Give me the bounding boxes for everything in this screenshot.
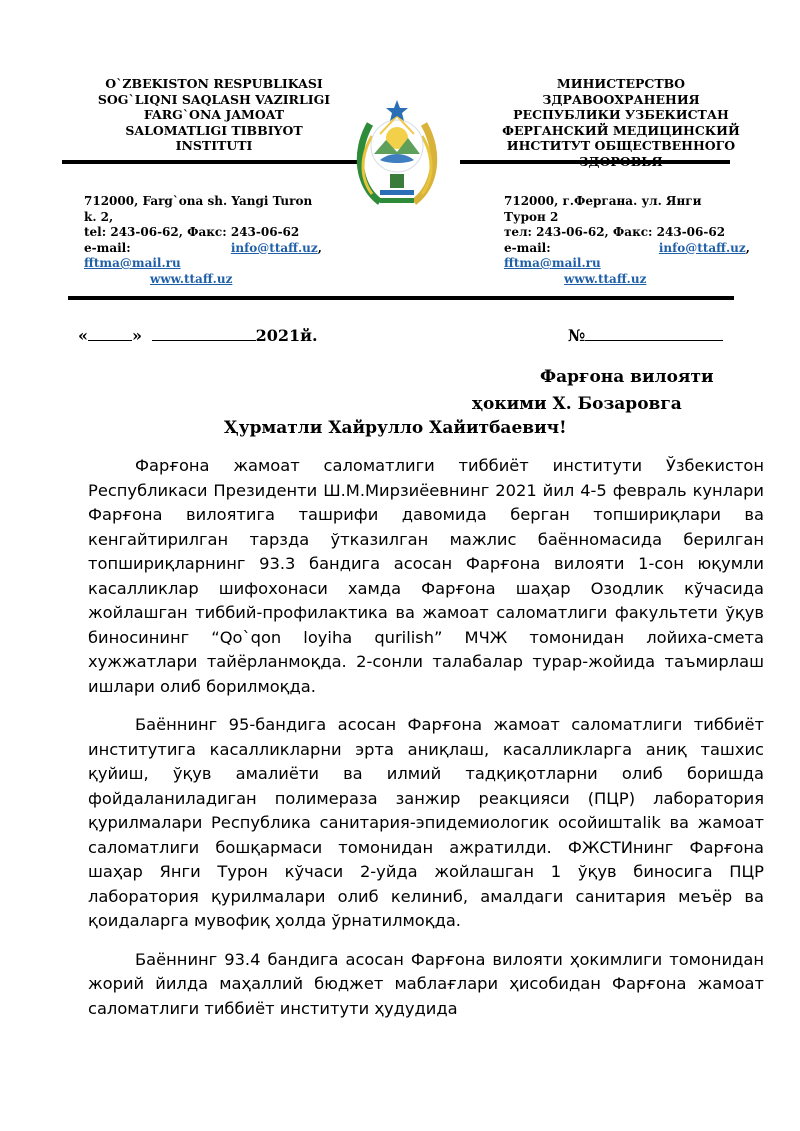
left-phone-line: tel: 243-06-62, Факс: 243-06-62 bbox=[84, 225, 300, 239]
left-address-line: 712000, Farg`ona sh. Yangi Turon bbox=[84, 194, 313, 208]
body-paragraph: Баённинг 95-бандига асосан Фарғона жамоат саломатлиги тиббиёт институтига касалликларни эрта аниқлаш, касалликларга аниқ ташхис қуйиш, ўқув амалиёти ва илмий тадқиқотларни олиб боришда фойдаланиладиган полимераза занжир реакцияси (ПЦР) лаборатория қурилмалари Республика санитария-эпидемиологик осойиштalik ва жамоат саломатлиги бошқармаси томонидан ажратилди. ФЖСТИнинг Фарғона шаҳар Янги Турон кўчаси 2-уйда жойлашган 1 ўқув биносига ПЦР лаборатория қурилмалари олиб келиниб, амалдаги санитария меъёр ва қоидаларга мувофиқ ҳолда ўрнатилмоқда. bbox=[88, 715, 764, 930]
date-close-quote: » bbox=[132, 326, 142, 345]
email-link-info[interactable]: info@ttaff.uz bbox=[230, 240, 318, 255]
left-org-line: O`ZBEKISTON RESPUBLIKASI bbox=[105, 76, 323, 91]
right-org-line: МИНИСТЕРСТВО bbox=[556, 76, 686, 91]
letter-body bbox=[88, 454, 764, 1035]
email-link-info[interactable]: info@ttaff.uz bbox=[658, 240, 746, 255]
left-address-block bbox=[84, 194, 354, 287]
header-rule-right bbox=[460, 160, 730, 164]
recipient-block bbox=[420, 364, 760, 418]
address-rule bbox=[68, 296, 734, 300]
left-org-line: FARG`ONA JAMOAT bbox=[143, 107, 285, 122]
left-org-line: SALOMATLIGI TIBBIYOT bbox=[125, 122, 303, 138]
left-email-row: e-mail: info@ttaff.uz, bbox=[84, 240, 322, 255]
date-line bbox=[78, 326, 738, 352]
right-address-line: 712000, г.Фергана. ул. Янги bbox=[504, 194, 702, 208]
left-org-line: SOG`LIQNI SAQLASH VAZIRLIGI bbox=[97, 91, 331, 107]
date-open-quote: « bbox=[78, 326, 88, 345]
left-address-line: k. 2, bbox=[84, 209, 114, 224]
left-org-name bbox=[80, 76, 348, 154]
right-org-line: ЗДРАВООХРАНЕНИЯ bbox=[542, 91, 700, 107]
right-phone-line: тел: 243-06-62, Факс: 243-06-62 bbox=[504, 225, 726, 239]
email-link-fftma[interactable]: fftma@mail.ru bbox=[84, 256, 181, 270]
recipient-line: ҳокими Х. Бозаровга bbox=[472, 394, 682, 414]
right-org-name bbox=[490, 76, 752, 170]
left-org-line: INSTITUTI bbox=[175, 138, 253, 153]
email-label: e-mail: bbox=[504, 240, 551, 255]
number-blank bbox=[585, 326, 723, 341]
body-paragraph: Фарғона жамоат саломатлиги тиббиёт институти Ўзбекистон Республикаси Президенти Ш.М.Мирзиёевнинг 2021 йил 4-5 февраль кунлари Фарғона вилоятига ташрифи давомида берган топшириқлари ва кенгайтирилган тарзда ўтказилган мажлис баённомасида берилган топшириқларнинг 93.3 бандига асосан Фарғона вилояти 1-сон юқумли касалликлар шифохонаси хамда Фарғона шаҳар Озодлик кўчасида жойлашган тиббий-профилактика ва жамоат саломатлиги факультети ўқув биносининг “Qo`qon loyiha qurilish” МЧЖ томонидан лойиха-смета хужжатлари тайёрланмоқда. 2-сонли талабалар турар-жойида таъмирлаш ишлари олиб борилмоқда. bbox=[88, 456, 764, 696]
right-org-line: ИНСТИТУТ ОБЩЕСТВЕННОГО bbox=[506, 138, 736, 153]
number-label: № bbox=[568, 326, 586, 345]
email-label: e-mail: bbox=[84, 240, 131, 255]
header-rule-left bbox=[62, 160, 362, 164]
right-address-line: Турон 2 bbox=[504, 209, 559, 224]
body-paragraph: Баённинг 93.4 бандига асосан Фарғона вилояти ҳокимлиги томонидан жорий йилда маҳаллий бюджет маблағлари ҳисобидан Фарғона жамоат саломатлиги тиббиёт институти ҳудудида bbox=[88, 949, 764, 1018]
day-blank bbox=[88, 326, 132, 341]
website-link[interactable]: www.ttaff.uz bbox=[564, 271, 647, 286]
date-year: 2021й. bbox=[255, 326, 318, 345]
right-org-line: ФЕРГАНСКИЙ МЕДИЦИНСКИЙ bbox=[502, 122, 740, 138]
right-email-row: e-mail: info@ttaff.uz, bbox=[504, 240, 750, 255]
email-link-fftma[interactable]: fftma@mail.ru bbox=[504, 256, 601, 270]
right-org-line: РЕСПУБЛИКИ УЗБЕКИСТАН bbox=[513, 107, 729, 122]
state-emblem bbox=[350, 94, 444, 212]
website-link[interactable]: www.ttaff.uz bbox=[150, 271, 233, 286]
salutation: Ҳурматли Хайрулло Хайитбаевич! bbox=[224, 418, 567, 438]
month-blank bbox=[152, 326, 256, 341]
right-address-block bbox=[504, 194, 766, 287]
recipient-line: Фарғона вилояти bbox=[540, 367, 714, 387]
